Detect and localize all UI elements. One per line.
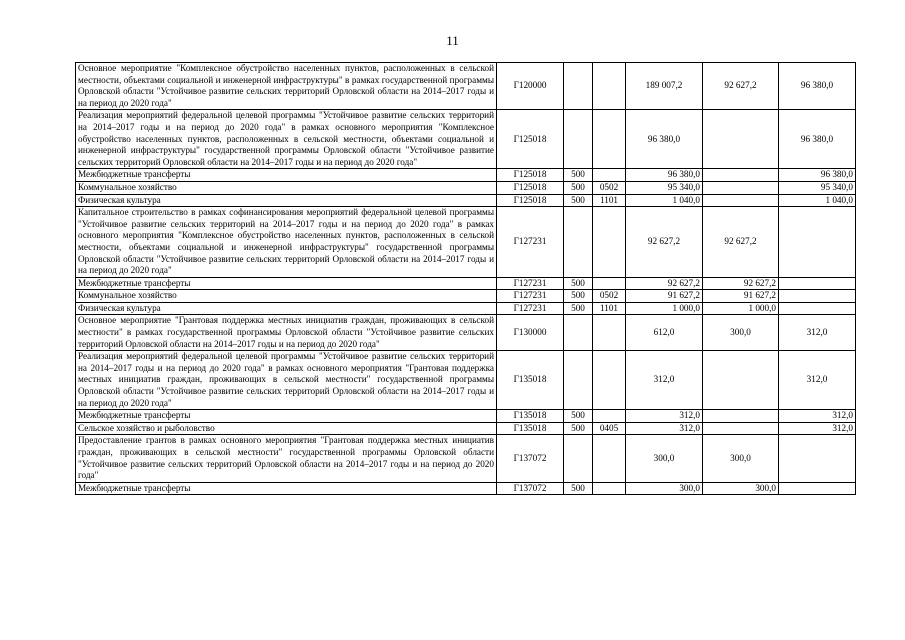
row-target-code: Г135018: [497, 351, 564, 410]
row-total: 312,0: [626, 351, 703, 410]
row-federal: [703, 422, 779, 435]
row-regional: 1 040,0: [779, 194, 856, 207]
row-regional: [779, 290, 856, 303]
table-row: [76, 410, 856, 423]
row-regional: 312,0: [779, 422, 856, 435]
table-row: [76, 435, 856, 482]
row-target-code: Г127231: [497, 207, 564, 278]
row-expense-type: 500: [564, 194, 593, 207]
row-name: Коммунальное хозяйство: [76, 290, 497, 303]
table-row: [76, 482, 856, 495]
row-total: 300,0: [626, 435, 703, 482]
row-target-code: Г135018: [497, 410, 564, 423]
row-total: 300,0: [626, 482, 703, 495]
row-expense-type: [564, 435, 593, 482]
table-row: [76, 422, 856, 435]
row-name: Сельское хозяйство и рыболовство: [76, 422, 497, 435]
row-section-code: 1101: [593, 302, 626, 315]
row-target-code: Г135018: [497, 422, 564, 435]
row-total: 612,0: [626, 315, 703, 351]
row-federal: 1 000,0: [703, 302, 779, 315]
row-federal: 300,0: [703, 482, 779, 495]
table-row: [76, 169, 856, 182]
row-total: 92 627,2: [626, 207, 703, 278]
row-federal: 92 627,2: [703, 277, 779, 290]
row-expense-type: 500: [564, 482, 593, 495]
table-row: [76, 290, 856, 303]
row-federal: 300,0: [703, 315, 779, 351]
row-target-code: Г125018: [497, 110, 564, 169]
row-target-code: Г137072: [497, 435, 564, 482]
row-total: 95 340,0: [626, 181, 703, 194]
page-number: 11: [446, 33, 459, 48]
row-federal: [703, 351, 779, 410]
row-total: 96 380,0: [626, 169, 703, 182]
table-row: [76, 63, 856, 110]
row-federal: [703, 181, 779, 194]
row-expense-type: [564, 351, 593, 410]
row-regional: 96 380,0: [779, 110, 856, 169]
row-section-code: [593, 63, 626, 110]
row-regional: 312,0: [779, 410, 856, 423]
row-target-code: Г125018: [497, 181, 564, 194]
row-expense-type: [564, 207, 593, 278]
row-expense-type: 500: [564, 302, 593, 315]
row-name: Коммунальное хозяйство: [76, 181, 497, 194]
row-federal: 91 627,2: [703, 290, 779, 303]
row-name: Межбюджетные трансферты: [76, 410, 497, 423]
table-row: [76, 207, 856, 278]
table-row: [76, 277, 856, 290]
row-section-code: [593, 207, 626, 278]
row-section-code: [593, 482, 626, 495]
table-row: [76, 194, 856, 207]
table-row: [76, 302, 856, 315]
row-regional: 312,0: [779, 351, 856, 410]
row-target-code: Г125018: [497, 169, 564, 182]
row-federal: 300,0: [703, 435, 779, 482]
row-name: Основное мероприятие "Комплексное обустройство населенных пунктов, расположенных в сельской местности, объектами социальной и инженерной инфраструктуры" в рамках государственной программы Орловской области "Устойчивое развитие сельских территорий Орловской области на 2014–2017 годы и на период до 2020 года": [76, 63, 497, 110]
row-total: 312,0: [626, 410, 703, 423]
row-section-code: [593, 315, 626, 351]
row-section-code: 0502: [593, 290, 626, 303]
row-expense-type: 500: [564, 277, 593, 290]
row-regional: [779, 302, 856, 315]
table-row: [76, 315, 856, 351]
row-target-code: Г127231: [497, 277, 564, 290]
row-target-code: Г127231: [497, 302, 564, 315]
budget-table: [75, 62, 856, 495]
row-regional: 96 380,0: [779, 63, 856, 110]
row-section-code: [593, 277, 626, 290]
table-row: [76, 110, 856, 169]
row-name: Межбюджетные трансферты: [76, 169, 497, 182]
row-expense-type: 500: [564, 422, 593, 435]
row-federal: [703, 410, 779, 423]
row-section-code: [593, 110, 626, 169]
row-total: 96 380,0: [626, 110, 703, 169]
row-regional: 96 380,0: [779, 169, 856, 182]
row-expense-type: [564, 63, 593, 110]
row-target-code: Г130000: [497, 315, 564, 351]
row-name: Физическая культура: [76, 302, 497, 315]
row-name: Основное мероприятие "Грантовая поддержка местных инициатив граждан, проживающих в сельской местности" в рамках государственной программы Орловской области "Устойчивое развитие сельских территорий Орловской области на 2014–2017 годы и на период до 2020 года": [76, 315, 497, 351]
row-regional: [779, 482, 856, 495]
row-target-code: Г120000: [497, 63, 564, 110]
row-expense-type: 500: [564, 169, 593, 182]
row-section-code: [593, 351, 626, 410]
row-section-code: [593, 435, 626, 482]
row-target-code: Г127231: [497, 290, 564, 303]
row-regional: [779, 435, 856, 482]
table-row: [76, 181, 856, 194]
row-name: Физическая культура: [76, 194, 497, 207]
row-expense-type: [564, 110, 593, 169]
row-name: Межбюджетные трансферты: [76, 482, 497, 495]
row-federal: 92 627,2: [703, 207, 779, 278]
row-expense-type: 500: [564, 410, 593, 423]
row-regional: [779, 277, 856, 290]
row-total: 91 627,2: [626, 290, 703, 303]
row-name: Реализация мероприятий федеральной целевой программы "Устойчивое развитие сельских территорий на 2014–2017 годы и на период до 2020 года" в рамках основного мероприятия "Комплексное обустройство населенных пунктов, расположенных в сельской местности, объектами социальной и инженерной инфраструктуры" государственной программы Орловской области "Устойчивое развитие сельских территорий Орловской области на 2014–2017 годы и на период до 2020 года": [76, 110, 497, 169]
row-section-code: [593, 169, 626, 182]
row-section-code: 1101: [593, 194, 626, 207]
row-federal: [703, 169, 779, 182]
row-expense-type: 500: [564, 290, 593, 303]
row-name: Предоставление грантов в рамках основного мероприятия "Грантовая поддержка местных инициатив граждан, проживающих в сельской местности" государственной программы Орловской области "Устойчивое развитие сельских территорий Орловской области на 2014–2017 годы и на период до 2020 года": [76, 435, 497, 482]
table-row: [76, 351, 856, 410]
row-name: Межбюджетные трансферты: [76, 277, 497, 290]
row-expense-type: [564, 315, 593, 351]
row-target-code: Г125018: [497, 194, 564, 207]
row-expense-type: 500: [564, 181, 593, 194]
row-total: 189 007,2: [626, 63, 703, 110]
row-total: 92 627,2: [626, 277, 703, 290]
row-total: 1 040,0: [626, 194, 703, 207]
row-name: Капитальное строительство в рамках софинансирования мероприятий федеральной целевой программы "Устойчивое развитие сельских территорий на 2014–2017 годы и на период до 2020 года" в рамках основного мероприятия "Комплексное обустройство населенных пунктов, расположенных в сельской местности, объектами социальной и инженерной инфраструктуры" государственной программы Орловской области "Устойчивое развитие сельских территорий Орловской области на 2014–2017 годы и на период до 2020 года": [76, 207, 497, 278]
row-federal: [703, 194, 779, 207]
row-target-code: Г137072: [497, 482, 564, 495]
row-regional: 312,0: [779, 315, 856, 351]
row-total: 312,0: [626, 422, 703, 435]
row-section-code: 0405: [593, 422, 626, 435]
row-name: Реализация мероприятий федеральной целевой программы "Устойчивое развитие сельских территорий на 2014–2017 годы и на период до 2020 года" в рамках основного мероприятия "Грантовая поддержка местных инициатив граждан, проживающих в сельской местности" государственной программы Орловской области "Устойчивое развитие сельских территорий Орловской области на 2014–2017 годы и на период до 2020 года": [76, 351, 497, 410]
row-regional: 95 340,0: [779, 181, 856, 194]
row-regional: [779, 207, 856, 278]
row-total: 1 000,0: [626, 302, 703, 315]
row-federal: [703, 110, 779, 169]
row-section-code: 0502: [593, 181, 626, 194]
row-section-code: [593, 410, 626, 423]
row-federal: 92 627,2: [703, 63, 779, 110]
